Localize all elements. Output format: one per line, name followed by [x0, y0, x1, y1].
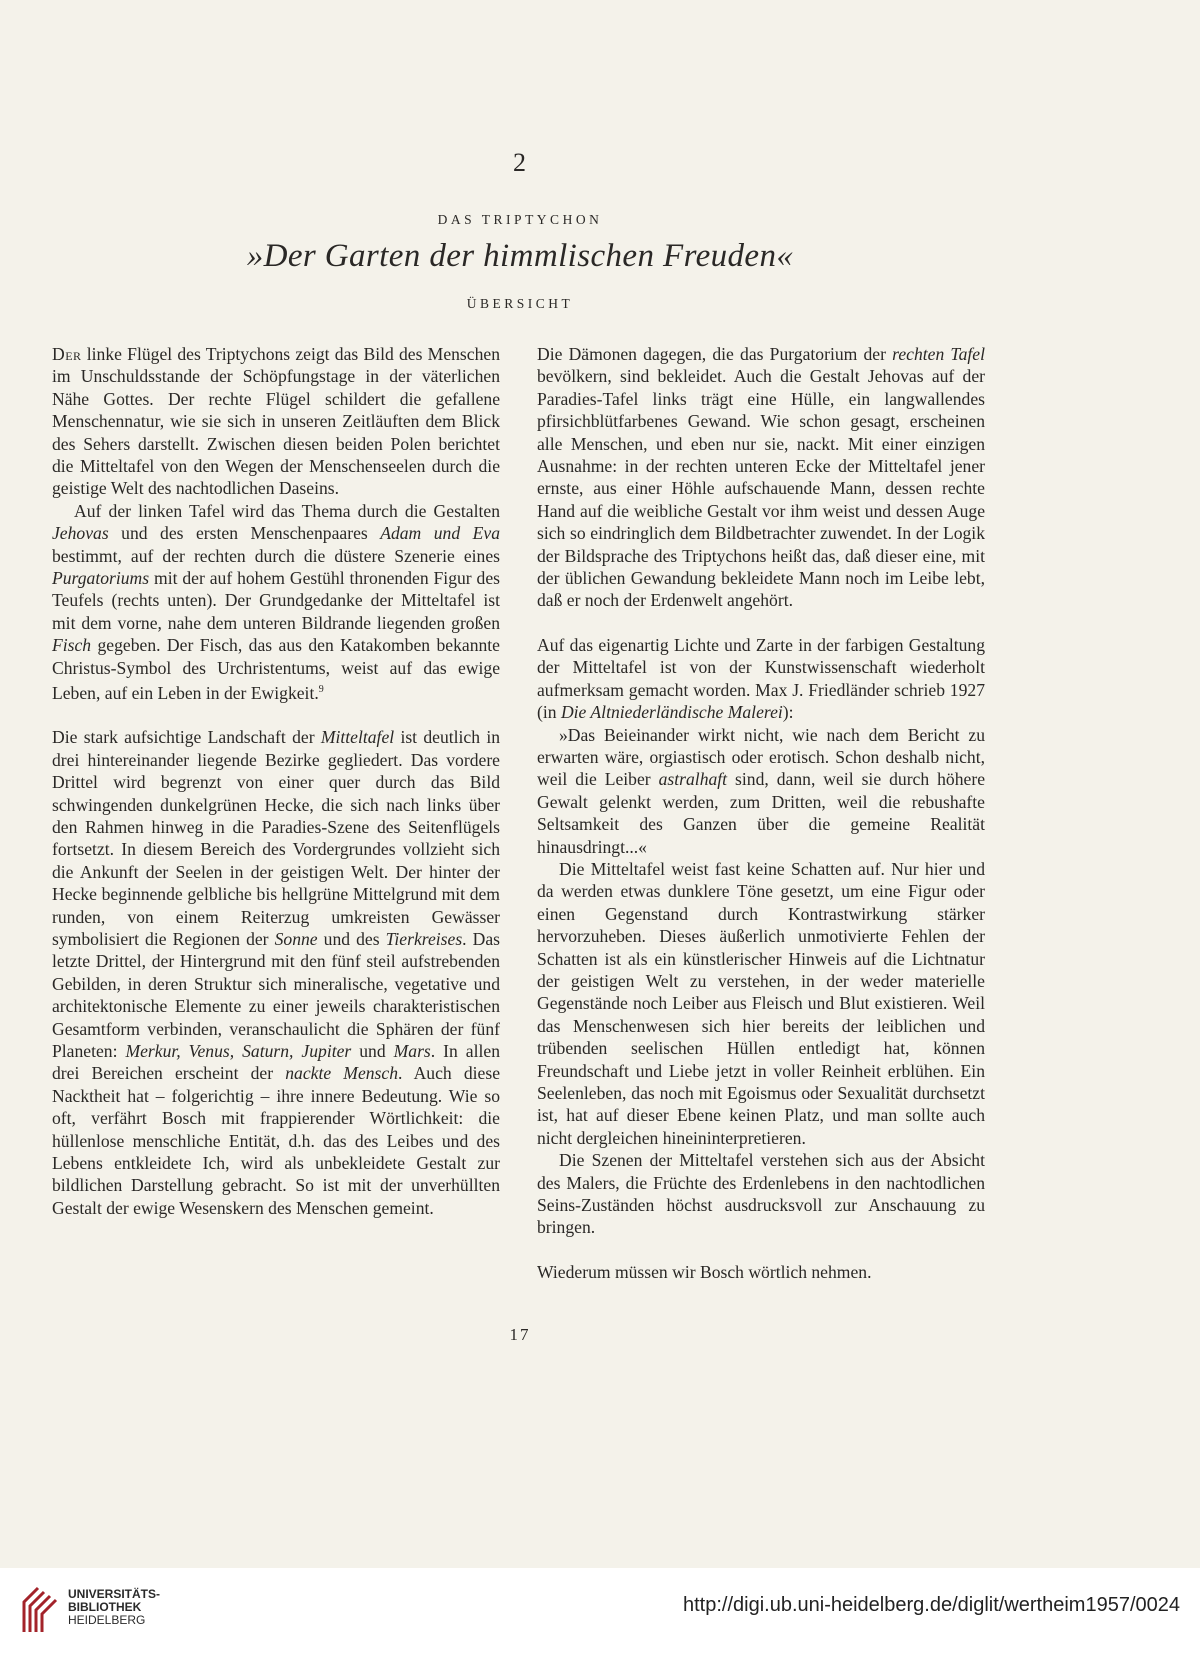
library-name: UNIVERSITÄTS- BIBLIOTHEK HEIDELBERG: [68, 1587, 161, 1627]
paragraph: Wiederum müssen wir Bosch wörtlich nehmen.: [537, 1261, 872, 1282]
page-title: »Der Garten der himmlischen Freuden«: [246, 238, 794, 274]
paragraph: Die Mitteltafel weist fast keine Schatten auf. Nur hier und da werden etwas dunklere Töne gesetzt, um eine Figur oder einen Gegenstand durch Kontrastwirkung stärker hervorzuheben. Dieses äußerlich unmotivierte Fehlen der Schatten ist als ein künstlerischer Hinweis auf die Lichtnatur der geistigen Welt zu verstehen, in der weder materielle Gegenstände noch Leiber aus Fleisch und Blut existieren. Weil das Menschenwesen sich hier bereits der leiblichen und trübenden seelischen Hüllen entledigt hat, können Freundschaft und Liebe jetzt in voller Reinheit erblühen. Ein Seelenleben, das noch mit Egoismus oder Sexualität durchsetzt ist, hat auf dieser Ebene keinen Platz, und man sollte auch nicht dergleichen hineininterpretieren.: [537, 858, 985, 1148]
paragraph: Die stark aufsichtige Landschaft der Mitteltafel ist deutlich in drei hintereinander liegende Bezirke gegliedert. Das vordere Drittel wird begrenzt von einer quer durch das Bild schwingenden dunkelgrünen Hecke, die sich nach links über den Rahmen hinweg in die Paradies-Szene des Seitenflügels fortsetzt. In diesem Bereich des Vordergrundes vollzieht sich die Ankunft der Seelen in der geistigen Welt. Der hinter der Hecke beginnende gelbliche bis hellgrüne Mittelgrund mit dem runden, von einem Reiterzug umkreisten Gewässer symbolisiert die Regionen der Sonne und des Tierkreises. Das letzte Drittel, der Hintergrund mit den fünf steil aufstrebenden Gebilden, in deren Struktur sich mineralische, vegetative und architektonische Elemente zu einer jeweils charakteristischen Gesamtform verbinden, veranschaulicht die Sphären der fünf Planeten: Merkur, Venus, Saturn, Jupiter und Mars. In allen drei Bereichen erscheint der nackte Mensch. Auch diese Nacktheit hat – folgerichtig – ihre innere Bedeutung. Wie so oft, verfährt Bosch mit frappierender Wörtlichkeit: die hüllenlose menschliche Entität, d.h. das des Leibes und des Lebens entkleidete Ich, wird als unbekleidete Gestalt zur bildlichen Darstellung gebracht. So ist mit der unverhüllten Gestalt der ewige Wesenskern des Menschen gemeint.: [52, 727, 501, 1218]
paragraph: Auf das eigenartig Lichte und Zarte in der farbigen Gestaltung der Mitteltafel ist von der Kunstwissenschaft wiederholt aufmerksam gemacht worden. Max J. Friedländer schrieb 1927 (in Die Altniederländische Malerei):: [537, 634, 985, 723]
library-logo-icon: [18, 1580, 64, 1638]
drop-word: Der: [52, 344, 82, 364]
quotation: »Das Beieinander wirkt nicht, wie nach dem Bericht zu erwarten wäre, orgiastisch oder erotisch. Schon deshalb nicht, weil die Leiber astralhaft sind, dann, weil sie durch höhere Gewalt gelenkt werden, zum Dritten, weil die rebushafte Seltsamkeit des Ganzen über die gemeine Realität hinausdringt...«: [537, 724, 985, 857]
section-label: DAS TRIPTYCHON: [437, 212, 603, 227]
right-column: [537, 343, 985, 1283]
chapter-number: 2: [513, 148, 527, 177]
footer-bar: [0, 1568, 1200, 1653]
paragraph: Auf der linken Tafel wird das Thema durch die Gestalten Jehovas und des ersten Menschenpaares Adam und Eva bestimmt, auf der rechten durch die düstere Szenerie eines Purgatoriums mit der auf hohem Gestühl thronenden Figur des Teufels (rechts unten). Der Grundgedanke der Mitteltafel ist mit dem vorne, nahe dem unteren Bildrande liegenden großen Fisch gegeben. Der Fisch, das aus den Katakomben bekannte Christus-Symbol des Urchristentums, weist auf das ewige Leben, auf ein Leben in der Ewigkeit.$^9$: [52, 500, 500, 703]
left-column: [52, 343, 500, 1219]
paragraph: Die Dämonen dagegen, die das Purgatorium der rechten Tafel bevölkern, sind bekleidet. Auch die Gestalt Jehovas auf der Paradies-Tafel links trägt eine Hülle, ein langwallendes pfirsichblütfarbenes Gewand. Wie schon gesagt, erscheinen alle Menschen, und eben nur sie, nackt. Mit einer einzigen Ausnahme: in der rechten unteren Ecke der Mitteltafel jener ernste, aus einer Höhle aufschauende Mann, dessen rechte Hand auf die weibliche Gestalt vor ihm weist und dessen Auge sich so eindringlich dem Bildbetrachter zuwendet. In der Logik der Bildsprache des Triptychons heißt das, daß dieser eine, mit der üblichen Gewandung bekleidete Mann noch im Leibe lebt, daß er noch der Erdenwelt angehört.: [537, 344, 985, 611]
page-number: 17: [509, 1325, 531, 1344]
paragraph: Der linke Flügel des Triptychons zeigt das Bild des Menschen im Unschuldsstande der Schöpfungstage in der väterlichen Nähe Gottes. Der rechte Flügel schildert die gefallene Menschennatur, wie sie sich in unseren Zeitläuften dem Blick des Sehers darstellt. Zwischen diesen beiden Polen berichtet die Mitteltafel von den Wegen der Menschenseelen durch die geistige Welt des nachtodlichen Daseins.: [52, 344, 500, 499]
subtitle: ÜBERSICHT: [466, 296, 574, 311]
paragraph: Die Szenen der Mitteltafel verstehen sich aus der Absicht des Malers, die Früchte des Erdenlebens in den nachtodlichen Seins-Zuständen höchst ausdrucksvoll zur Anschauung zu bringen.: [537, 1150, 985, 1238]
footnote-ref: 9: [318, 684, 324, 696]
source-url-link[interactable]: http://digi.ub.uni-heidelberg.de/diglit/wertheim1957/0024: [682, 1594, 1180, 1616]
